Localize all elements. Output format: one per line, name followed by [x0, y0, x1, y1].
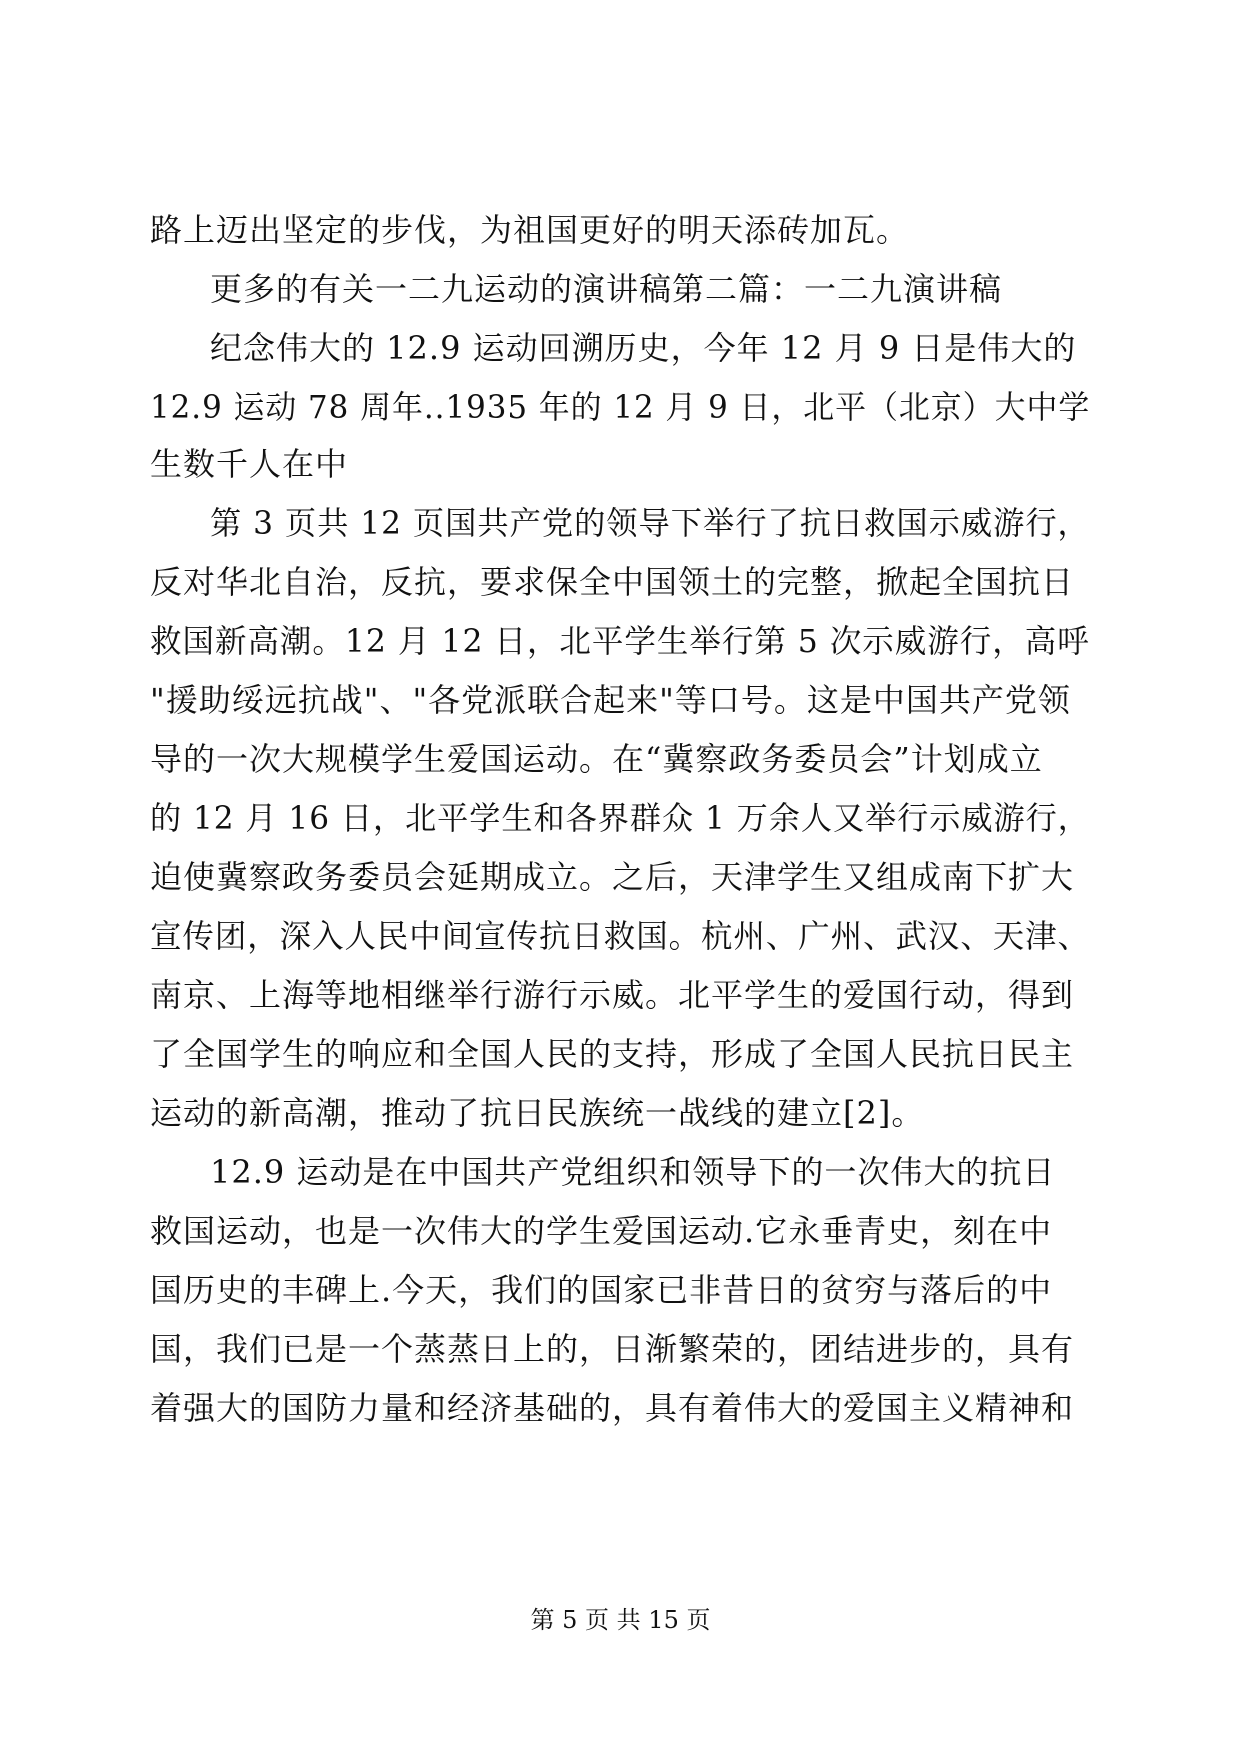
- text-line: 第 3 页共 12 页国共产党的领导下举行了抗日救国示威游行，: [210, 504, 1090, 542]
- text-line: 路上迈出坚定的步伐，为祖国更好的明天添砖加瓦。: [150, 211, 910, 249]
- text-line: 国，我们已是一个蒸蒸日上的，日渐繁荣的，团结进步的，具有: [150, 1330, 1075, 1368]
- text-line: 生数千人在中: [150, 445, 349, 483]
- text-line: 12.9 运动是在中国共产党组织和领导下的一次伟大的抗日: [210, 1153, 1056, 1191]
- text-line: 运动的新高潮，推动了抗日民族统一战线的建立[2]。: [150, 1094, 925, 1132]
- section-heading: 更多的有关一二九运动的演讲稿第二篇：一二九演讲稿: [210, 270, 1003, 308]
- text-line: "援助绥远抗战"、"各党派联合起来"等口号。这是中国共产党领: [150, 681, 1071, 719]
- text-line: 迫使冀察政务委员会延期成立。之后，天津学生又组成南下扩大: [150, 858, 1075, 896]
- text-line: 导的一次大规模学生爱国运动。在“冀察政务委员会”计划成立: [150, 740, 1043, 778]
- text-line: 了全国学生的响应和全国人民的支持，形成了全国人民抗日民主: [150, 1035, 1075, 1073]
- text-line: 国历史的丰碑上.今天，我们的国家已非昔日的贫穷与落后的中: [150, 1271, 1053, 1309]
- text-line: 救国运动，也是一次伟大的学生爱国运动.它永垂青史，刻在中: [150, 1212, 1053, 1250]
- text-line: 的 12 月 16 日，北平学生和各界群众 1 万余人又举行示威游行，: [150, 799, 1090, 837]
- text-line: 着强大的国防力量和经济基础的，具有着伟大的爱国主义精神和: [150, 1389, 1075, 1427]
- text-line: 纪念伟大的 12.9 运动回溯历史，今年 12 月 9 日是伟大的: [210, 329, 1077, 367]
- text-line: 宣传团，深入人民中间宣传抗日救国。杭州、广州、武汉、天津、: [150, 917, 1090, 955]
- page-footer: 第 5 页 共 15 页: [530, 1606, 711, 1634]
- text-line: 12.9 运动 78 周年..1935 年的 12 月 9 日，北平（北京）大中学: [150, 388, 1091, 426]
- text-line: 反对华北自治，反抗，要求保全中国领土的完整，掀起全国抗日: [150, 563, 1075, 601]
- text-line: 南京、上海等地相继举行游行示威。北平学生的爱国行动，得到: [150, 976, 1075, 1014]
- text-line: 救国新高潮。12 月 12 日，北平学生举行第 5 次示威游行，高呼: [150, 622, 1090, 660]
